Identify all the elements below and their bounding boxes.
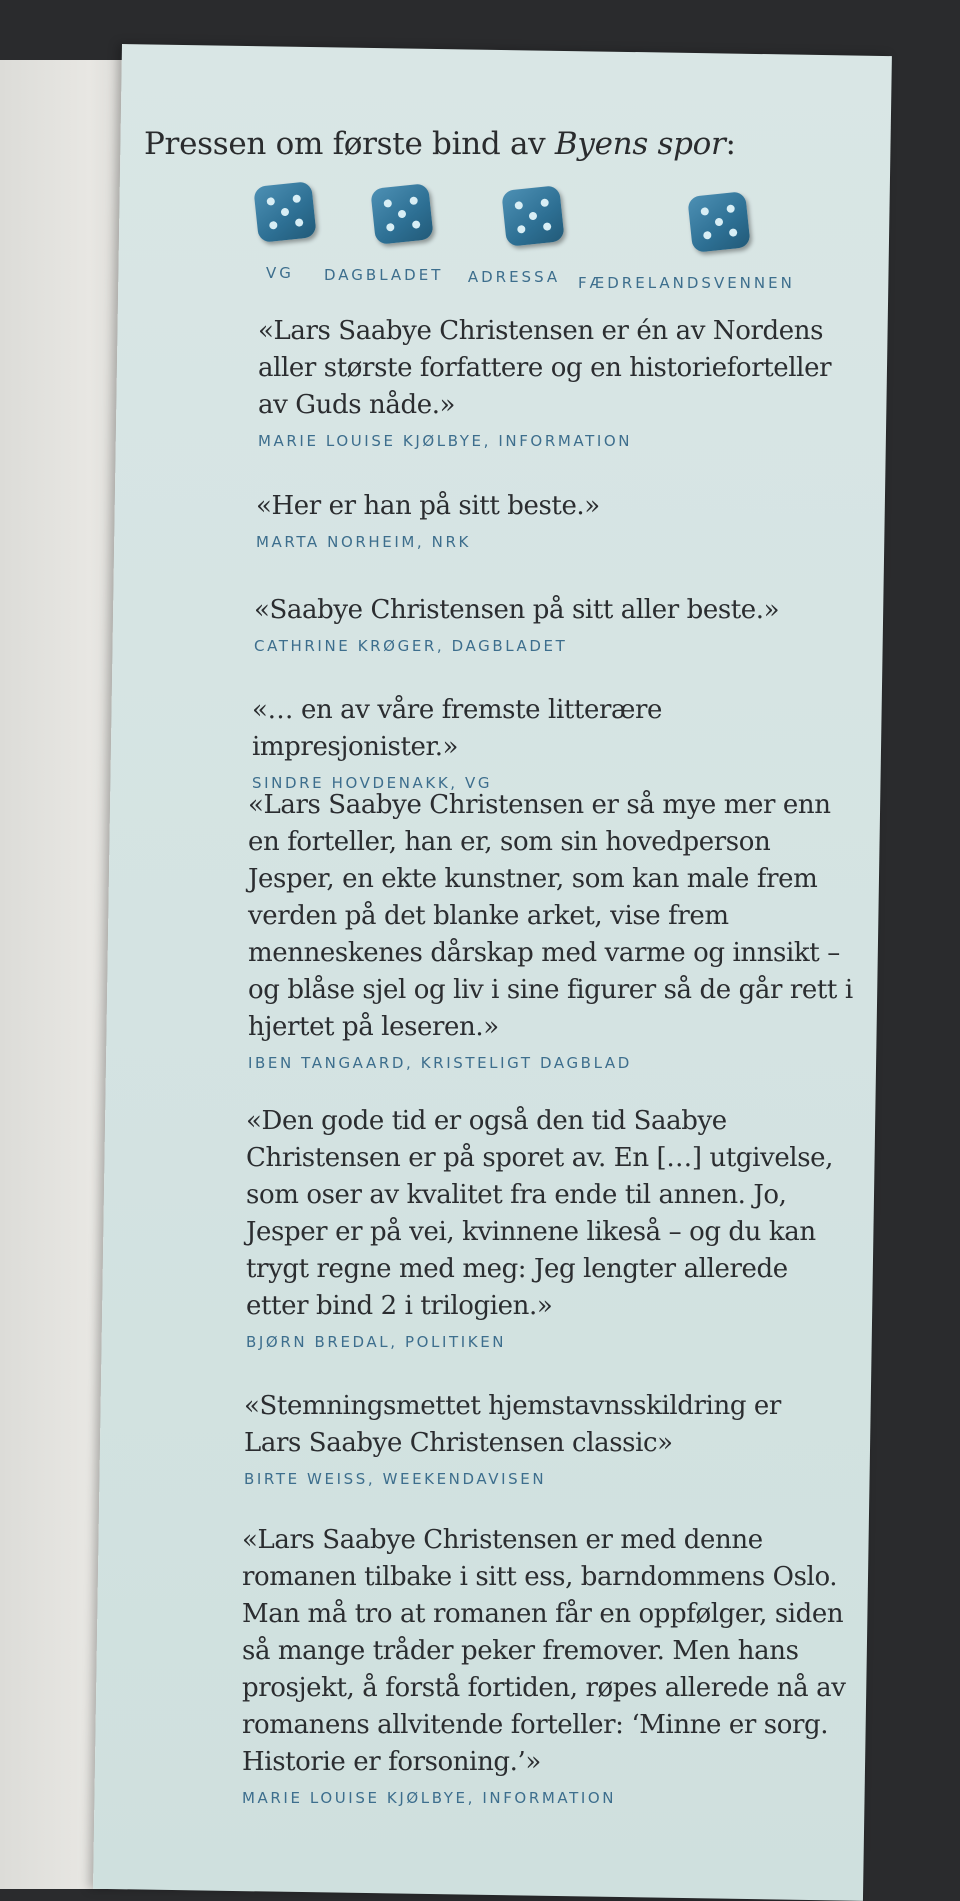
dice-five-icon: [688, 191, 752, 253]
quote-text: «Saabye Christensen på sitt aller beste.»: [254, 595, 780, 625]
quote-7: [244, 1388, 824, 1488]
quote-6: [246, 1103, 846, 1351]
quote-text: «… en av våre fremste litterære impresjonister.»: [252, 695, 663, 762]
quote-text: «Stemningsmettet hjemstavnsskildring er Lars Saabye Christensen classic»: [244, 1391, 781, 1458]
quote-text: «Lars Saabye Christensen er så mye mer enn en forteller, han er, som sin hovedperson Jesper, en ekte kunstner, som kan male frem verden på det blanke arket, vise frem menneskenes dårskap med varme og innsikt – og blåse sjel og liv i sine figurer så de går rett i hjertet på leseren.»: [248, 790, 853, 1042]
quote-text: «Lars Saabye Christensen er én av Nordens aller største forfattere og en historieforteller av Guds nåde.»: [258, 316, 832, 420]
quote-source: BJØRN BREDAL, POLITIKEN: [246, 1333, 507, 1351]
rating-source: VG: [266, 264, 294, 282]
rating-dagbladet: [324, 186, 444, 284]
quote-2: [256, 488, 856, 551]
rating-adressa: [467, 188, 562, 286]
quote-source: BIRTE WEISS, WEEKENDAVISEN: [244, 1470, 547, 1488]
quote-source: MARIE LOUISE KJØLBYE, INFORMATION: [242, 1789, 617, 1807]
rating-faedrelandsvennen: [578, 194, 795, 292]
heading-prefix: Pressen om første bind av: [144, 126, 555, 162]
rating-vg: [256, 184, 314, 282]
quote-text: «Her er han på sitt beste.»: [256, 491, 600, 521]
rating-source: ADRESSA: [467, 268, 561, 286]
quote-text: «Lars Saabye Christensen er med denne romanen tilbake i sitt ess, barndommens Oslo. Man må tro at romanen får en oppfølger, siden så mange tråder peker fremover. Men hans prosjekt, å forstå fortiden, røpes allerede nå av romanens allvitende forteller: ‘Minne er sorg. Historie er forsoning.’»: [242, 1525, 846, 1777]
quote-source: SINDRE HOVDENAKK, VG: [252, 774, 493, 792]
dice-five-icon: [501, 185, 565, 247]
heading-book-title: Byens spor: [554, 126, 726, 162]
dice-five-icon: [370, 183, 434, 245]
press-heading: [144, 126, 736, 162]
quote-source: CATHRINE KRØGER, DAGBLADET: [254, 637, 568, 655]
rating-source: FÆDRELANDSVENNEN: [578, 274, 795, 292]
quote-5: [248, 787, 862, 1072]
quote-3: [254, 592, 874, 655]
quote-1: [258, 313, 848, 450]
ratings-row: [142, 184, 862, 314]
rating-source: DAGBLADET: [324, 266, 444, 284]
dice-five-icon: [253, 181, 317, 243]
quote-text: «Den gode tid er også den tid Saabye Christensen er på sporet av. En […] utgivelse, som oser av kvalitet fra ende til annen. Jo, Jesper er på vei, kvinnene likeså – og du kan trygt regne med meg: Jeg lengter allerede etter bind 2 i trilogien.»: [246, 1106, 834, 1321]
quote-source: IBEN TANGAARD, KRISTELIGT DAGBLAD: [248, 1054, 632, 1072]
quote-source: MARTA NORHEIM, NRK: [256, 533, 471, 551]
quote-source: MARIE LOUISE KJØLBYE, INFORMATION: [258, 432, 633, 450]
heading-suffix: :: [725, 126, 736, 162]
quote-4: [252, 692, 872, 792]
quote-8: [242, 1522, 862, 1807]
